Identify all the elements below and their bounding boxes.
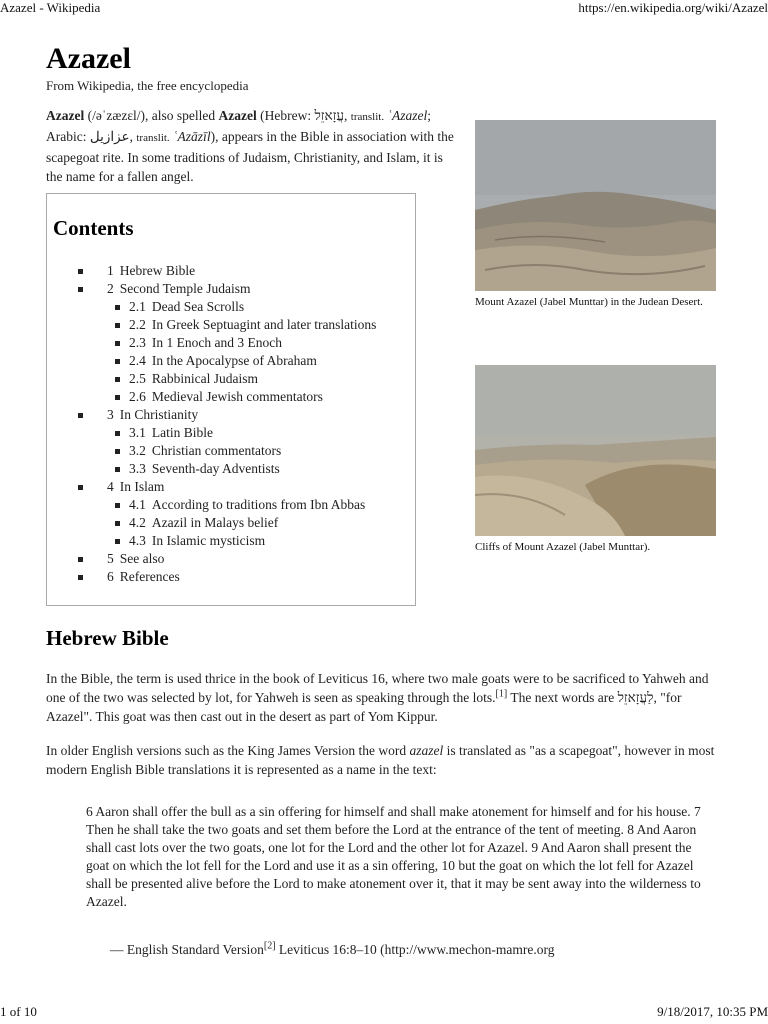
page-title: Azazel <box>46 42 131 75</box>
intro-pronunciation[interactable]: (/əˈzæzɛl/), also spelled <box>87 108 216 123</box>
page-subtitle: From Wikipedia, the free encyclopedia <box>46 78 249 93</box>
intro-translit-label[interactable]: translit. <box>350 111 385 123</box>
attribution-source-link[interactable]: Leviticus 16:8–10 (http://www.mechon-mamre.org <box>275 942 555 957</box>
toc-item[interactable]: 2.3 In 1 Enoch and 3 Enoch <box>47 334 376 352</box>
figure-mount-azazel <box>475 120 716 311</box>
intro-hebrew-label[interactable]: (Hebrew: <box>260 108 312 123</box>
toc-item[interactable]: 4 In Islam <box>47 478 376 496</box>
print-header-url[interactable]: https://en.wikipedia.org/wiki/Azazel <box>578 0 768 15</box>
toc-item[interactable]: 3 In Christianity <box>47 406 376 424</box>
toc-item[interactable]: 2.2 In Greek Septuagint and later translations <box>47 316 376 334</box>
print-timestamp: 9/18/2017, 10:35 PM <box>657 1004 768 1019</box>
toc-item[interactable]: 3.3 Seventh-day Adventists <box>47 460 376 478</box>
intro-rest: ), appears in the Bible in association with the scapegoat rite. In some traditions of Judaism, Christianity, and Islam, it is the name for a fallen angel. <box>46 129 454 184</box>
intro-translit-arabic: ʿAzāzīl <box>173 129 211 144</box>
figure-caption-1: Mount Azazel (Jabel Munttar) in the Judean Desert. <box>475 296 703 308</box>
toc-item[interactable]: 3.2 Christian commentators <box>47 442 376 460</box>
section-paragraph-1: In the Bible, the term is used thrice in the book of Leviticus 16, where two male goats were to be sacrificed to Yahweh and one of the two was selected by lot, for Yahweh is seen as speaking through the lots.[1] The next words are לַעֲזָאזֵל, "for Azazel". This goat was then cast out in the desert as part of Yom Kippur. <box>46 671 709 724</box>
section-heading-hebrew-bible: Hebrew Bible <box>46 626 169 650</box>
intro-alt-term: Azazel <box>218 108 257 123</box>
intro-translit-hebrew: ʿAzazel <box>387 108 428 123</box>
footnote-ref-1[interactable]: [1] <box>495 688 508 700</box>
toc-item[interactable]: 2.6 Medieval Jewish commentators <box>47 388 376 406</box>
toc-item[interactable]: 2.5 Rabbinical Judaism <box>47 370 376 388</box>
intro-paragraph: Azazel (/əˈzæzɛl/), also spelled Azazel (Hebrew: עֲזָאזֵל, translit. ʿAzazel; Arabic: عزازيل, translit. ʿAzāzīl), appears in the Bible in association with the scapegoat rite. In some traditions of Judaism, Christianity, and Islam, it is the name for a fallen angel. <box>46 108 454 184</box>
figure-caption-2: Cliffs of Mount Azazel (Jabel Munttar). <box>475 541 651 553</box>
toc-item[interactable]: 3.1 Latin Bible <box>47 424 376 442</box>
figure-cliffs <box>475 365 716 556</box>
toc-item[interactable]: 4.1 According to traditions from Ibn Abbas <box>47 496 376 514</box>
intro-arabic-label[interactable]: ; Arabic: <box>46 108 431 144</box>
section-paragraph-2: In older English versions such as the King James Version the word azazel is translated as "as a scapegoat", however in most modern English Bible translations it is represented as a name in the text: <box>46 743 715 777</box>
toc-item[interactable]: 2 Second Temple Judaism <box>47 280 376 298</box>
toc-item[interactable]: 6 References <box>47 568 376 586</box>
hebrew-term: לַעֲזָאזֵל <box>617 690 654 705</box>
intro-arabic: عزازيل <box>89 129 130 144</box>
intro-term: Azazel <box>46 108 85 123</box>
toc-item[interactable]: 2.1 Dead Sea Scrolls <box>47 298 376 316</box>
intro-translit-label-2[interactable]: translit. <box>136 132 170 144</box>
print-header-title: Azazel - Wikipedia <box>0 0 101 15</box>
toc-list <box>47 262 376 586</box>
toc-item[interactable]: 1 Hebrew Bible <box>47 262 376 280</box>
toc-item[interactable]: 2.4 In the Apocalypse of Abraham <box>47 352 376 370</box>
intro-hebrew: עֲזָאזֵל <box>314 108 345 123</box>
page-counter: 1 of 10 <box>0 1004 37 1019</box>
scripture-quote: 6 Aaron shall offer the bull as a sin offering for himself and shall make atonement for himself and for his house. 7 Then he shall take the two goats and set them before the Lord at the entrance of the tent of meeting. 8 And Aaron shall cast lots over the two goats, one lot for the Lord and the other lot for Azazel. 9 And Aaron shall present the goat on which the lot fell for the Lord and use it as a sin offering, 10 but the goat on which the lot fell for Azazel shall be presented alive before the Lord to make atonement over it, that it may be sent away into the wilderness to Azazel. <box>86 804 701 909</box>
azazel-italic: azazel <box>409 743 444 758</box>
footnote-ref-2[interactable]: [2] <box>263 940 276 952</box>
cliffs-photo[interactable] <box>475 365 716 536</box>
quote-attribution: — English Standard Version[2] Leviticus 16:8–10 (http://www.mechon-mamre.org <box>110 940 555 957</box>
toc-item[interactable]: 5 See also <box>47 550 376 568</box>
toc-item[interactable]: 4.3 In Islamic mysticism <box>47 532 376 550</box>
toc-item[interactable]: 4.2 Azazil in Malays belief <box>47 514 376 532</box>
table-of-contents <box>46 193 416 606</box>
mount-azazel-photo[interactable] <box>475 120 716 291</box>
toc-heading: Contents <box>53 216 134 240</box>
